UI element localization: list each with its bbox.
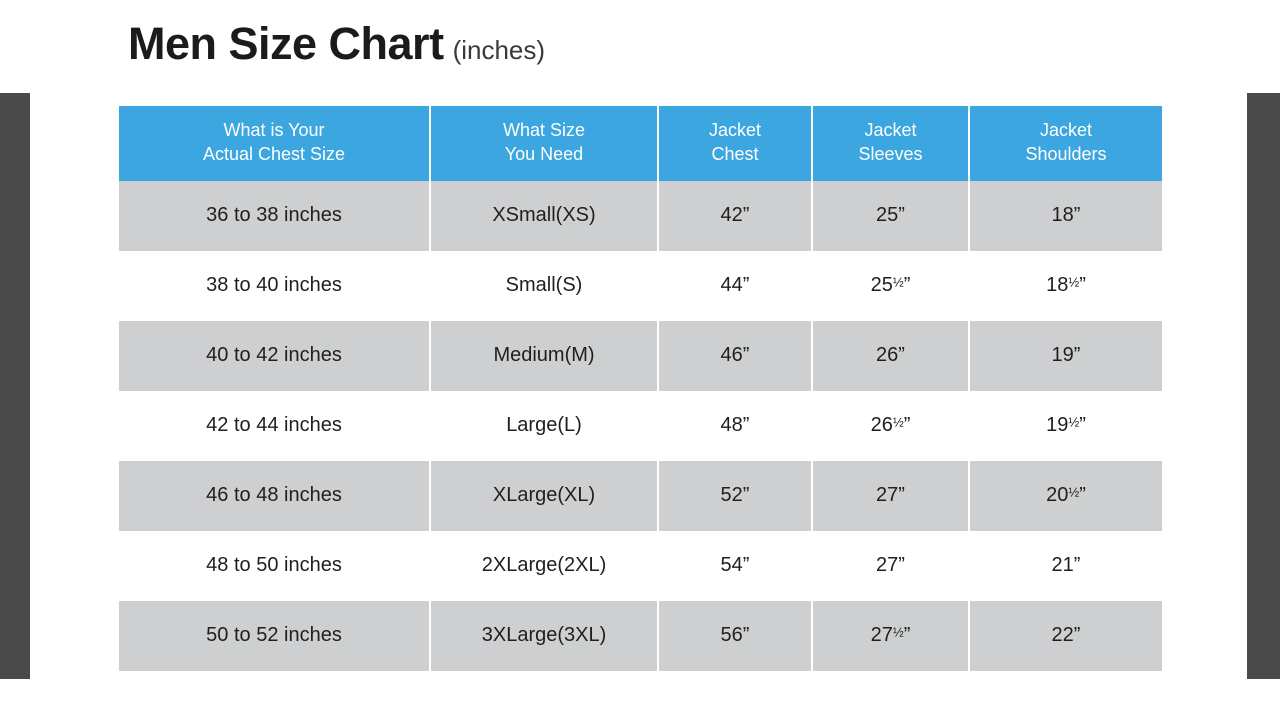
cell-jacket-sleeves: $25^{\frac{1}{2}}$”: [812, 251, 969, 321]
table-row: [119, 531, 1162, 601]
cell-jacket-sleeves: 27”: [812, 461, 969, 531]
cell-chest-range: 46 to 48 inches: [119, 461, 430, 531]
column-header-actual-chest-size: [119, 106, 430, 181]
cell-jacket-chest: 48”: [658, 391, 812, 461]
table-row: [119, 391, 1162, 461]
table-row: [119, 251, 1162, 321]
cell-jacket-shoulders: 19”: [969, 321, 1162, 391]
column-header-jacket-sleeves: [812, 106, 969, 181]
cell-jacket-sleeves: 25”: [812, 181, 969, 251]
column-header-line2: Actual Chest Size: [202, 144, 346, 165]
document-sheet: [30, 0, 1247, 710]
cell-jacket-shoulders: $20^{\frac{1}{2}}$”: [969, 461, 1162, 531]
cell-chest-range: 38 to 40 inches: [119, 251, 430, 321]
table-row: [119, 461, 1162, 531]
left-letterbox-bar: [0, 93, 30, 679]
column-header-line1: What is Your: [223, 120, 325, 140]
cell-chest-range: 40 to 42 inches: [119, 321, 430, 391]
page-title-text: Men Size Chart: [128, 18, 444, 69]
table-row: [119, 321, 1162, 391]
column-header-line1: What Size: [502, 120, 586, 140]
column-header-jacket-chest: [658, 106, 812, 181]
table-row: [119, 181, 1162, 251]
cell-chest-range: 48 to 50 inches: [119, 531, 430, 601]
cell-size: XSmall(XS): [430, 181, 658, 251]
column-header-line2: Sleeves: [858, 144, 923, 165]
cell-jacket-chest: 56”: [658, 601, 812, 671]
table-row: [119, 601, 1162, 671]
cell-size: XLarge(XL): [430, 461, 658, 531]
cell-chest-range: 42 to 44 inches: [119, 391, 430, 461]
cell-size: Large(L): [430, 391, 658, 461]
cell-size: 2XLarge(2XL): [430, 531, 658, 601]
size-chart-table: [119, 106, 1162, 671]
table-header: [119, 106, 1162, 181]
column-header-line1: Jacket: [1039, 120, 1093, 140]
cell-size: Medium(M): [430, 321, 658, 391]
cell-jacket-chest: 52”: [658, 461, 812, 531]
cell-jacket-shoulders: $18^{\frac{1}{2}}$”: [969, 251, 1162, 321]
table-body: [119, 181, 1162, 671]
column-header-size-you-need: [430, 106, 658, 181]
cell-size: 3XLarge(3XL): [430, 601, 658, 671]
cell-jacket-shoulders: 18”: [969, 181, 1162, 251]
table-header-row: [119, 106, 1162, 181]
cell-jacket-chest: 46”: [658, 321, 812, 391]
page-title-unit: (inches): [452, 35, 546, 65]
column-header-line1: Jacket: [708, 120, 762, 140]
cell-jacket-shoulders: $19^{\frac{1}{2}}$”: [969, 391, 1162, 461]
cell-jacket-sleeves: 26”: [812, 321, 969, 391]
column-header-jacket-shoulders: [969, 106, 1162, 181]
cell-size: Small(S): [430, 251, 658, 321]
cell-jacket-sleeves: $27^{\frac{1}{2}}$”: [812, 601, 969, 671]
cell-chest-range: 50 to 52 inches: [119, 601, 430, 671]
cell-jacket-shoulders: 21”: [969, 531, 1162, 601]
right-letterbox-bar: [1247, 93, 1280, 679]
cell-jacket-shoulders: 22”: [969, 601, 1162, 671]
cell-chest-range: 36 to 38 inches: [119, 181, 430, 251]
cell-jacket-chest: 54”: [658, 531, 812, 601]
page-title: [128, 18, 545, 70]
cell-jacket-sleeves: 27”: [812, 531, 969, 601]
column-header-line2: You Need: [504, 144, 584, 165]
cell-jacket-sleeves: $26^{\frac{1}{2}}$”: [812, 391, 969, 461]
column-header-line2: Shoulders: [1025, 144, 1107, 165]
column-header-line2: Chest: [711, 144, 759, 165]
cell-jacket-chest: 44”: [658, 251, 812, 321]
column-header-line1: Jacket: [864, 120, 917, 140]
cell-jacket-chest: 42”: [658, 181, 812, 251]
